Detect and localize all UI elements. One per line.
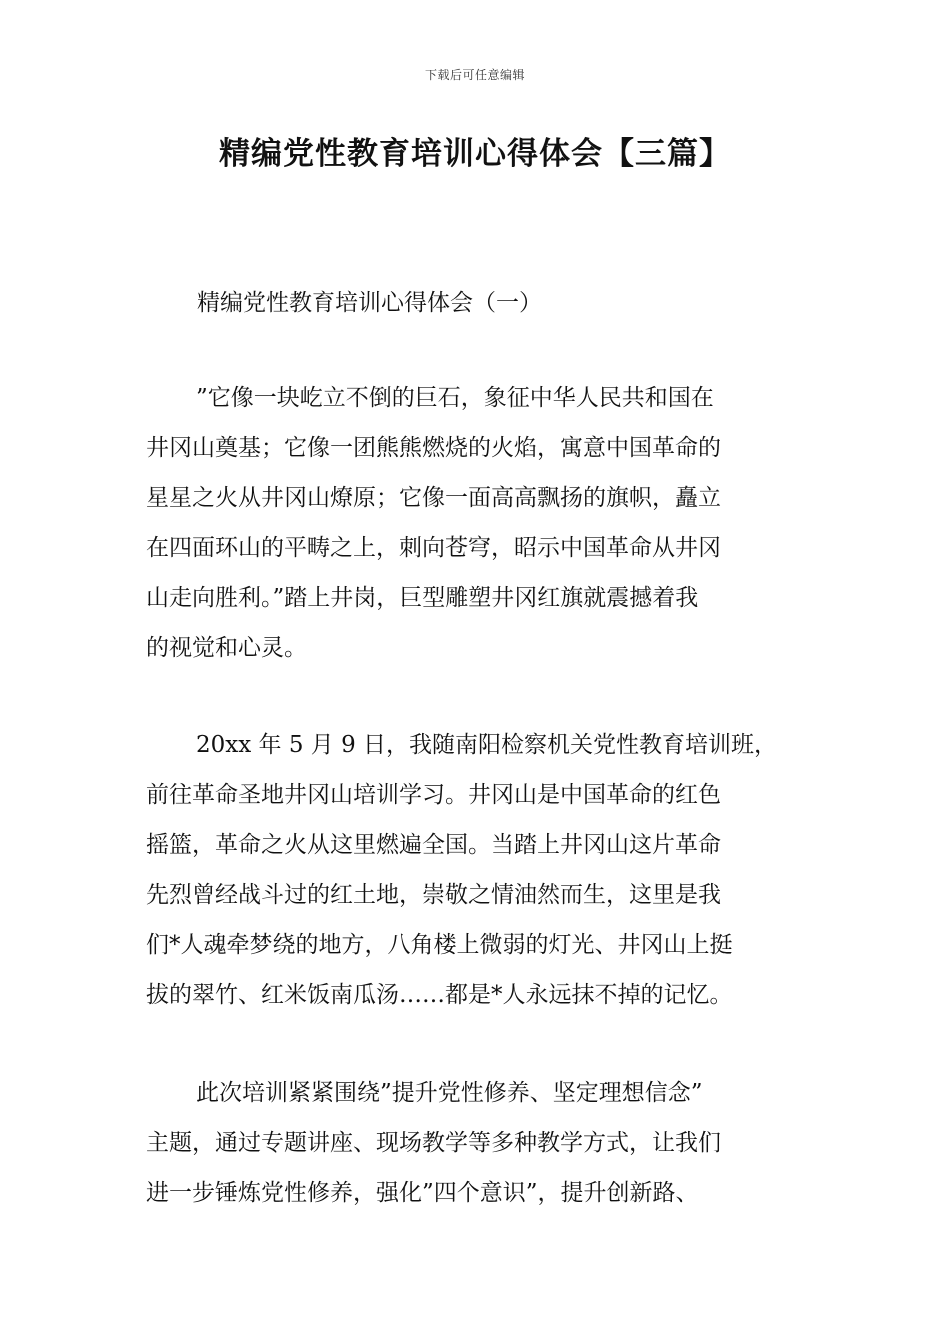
document-title: 精编党性教育培训心得体会【三篇】: [219, 136, 731, 172]
paragraph-line: 前往革命圣地井冈山培训学习。井冈山是中国革命的红色: [146, 782, 721, 808]
paragraph-line: 进一步锤炼党性修养，强化”四个意识”，提升创新路、: [146, 1180, 699, 1206]
paragraph-line: 先烈曾经战斗过的红土地，崇敬之情油然而生，这里是我: [146, 882, 721, 908]
paragraph-line: 们*人魂牵梦绕的地方，八角楼上微弱的灯光、井冈山上挺: [146, 932, 733, 958]
paragraph-line: 摇篮，革命之火从这里燃遍全国。当踏上井冈山这片革命: [146, 832, 721, 858]
paragraph-1: [146, 373, 836, 673]
paragraph-line: 此次培训紧紧围绕”提升党性修养、坚定理想信念”: [196, 1080, 703, 1106]
paragraph-line: 山走向胜利。”踏上井岗，巨型雕塑井冈红旗就震撼着我: [146, 585, 699, 611]
paragraph-line: 的视觉和心灵。: [146, 635, 307, 661]
paragraph-line: 井冈山奠基；它像一团熊熊燃烧的火焰，寓意中国革命的: [146, 435, 721, 461]
paragraph-line: 主题，通过专题讲座、现场教学等多种教学方式，让我们: [146, 1130, 721, 1156]
header-note: 下载后可任意编辑: [424, 68, 525, 82]
paragraph-3: [146, 1068, 836, 1218]
paragraph-line: ”它像一块屹立不倒的巨石，象征中华人民共和国在: [196, 385, 714, 411]
paragraph-line: 20xx 年 5 月 9 日，我随南阳检察机关党性教育培训班，: [196, 732, 778, 758]
paragraph-line: 在四面环山的平畴之上，刺向苍穹，昭示中国革命从井冈: [146, 535, 721, 561]
paragraph-line: 星星之火从井冈山燎原；它像一面高高飘扬的旗帜，矗立: [146, 485, 721, 511]
section-title: 精编党性教育培训心得体会（一）: [197, 290, 542, 316]
paragraph-line: 拔的翠竹、红米饭南瓜汤……都是*人永远抹不掉的记忆。: [146, 982, 733, 1008]
paragraph-2: [146, 720, 836, 1020]
